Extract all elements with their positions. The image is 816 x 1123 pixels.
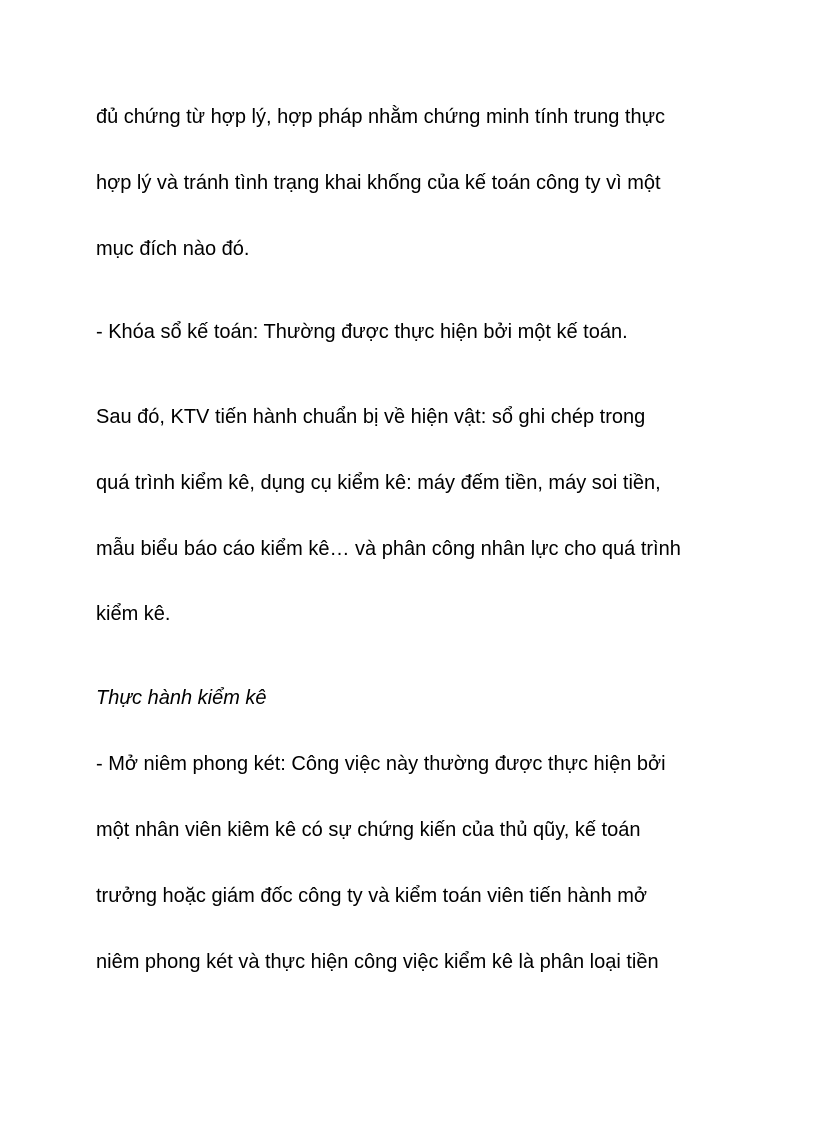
paragraph-line: quá trình kiểm kê, dụng cụ kiểm kê: máy đếm tiền, máy soi tiền, bbox=[96, 472, 661, 494]
section-heading: Thực hành kiểm kê bbox=[96, 687, 267, 709]
paragraph-line: một nhân viên kiêm kê có sự chứng kiến của thủ qũy, kế toán bbox=[96, 819, 641, 841]
paragraph-line: hợp lý và tránh tình trạng khai khống của kế toán công ty vì một bbox=[96, 172, 661, 194]
paragraph-line: - Mở niêm phong két: Công việc này thường được thực hiện bởi bbox=[96, 753, 666, 775]
paragraph-line: Sau đó, KTV tiến hành chuẩn bị về hiện vật: sổ ghi chép trong bbox=[96, 406, 646, 428]
paragraph-line: trưởng hoặc giám đốc công ty và kiểm toán viên tiến hành mở bbox=[96, 885, 648, 907]
paragraph-line: mục đích nào đó. bbox=[96, 238, 250, 260]
paragraph-line: - Khóa sổ kế toán: Thường được thực hiện bởi một kế toán. bbox=[96, 321, 628, 343]
paragraph-line: niêm phong két và thực hiện công việc kiểm kê là phân loại tiền bbox=[96, 951, 659, 973]
paragraph-line: mẫu biểu báo cáo kiểm kê… và phân công nhân lực cho quá trình bbox=[96, 538, 681, 560]
paragraph-line: kiểm kê. bbox=[96, 603, 171, 625]
paragraph-line: đủ chứng từ hợp lý, hợp pháp nhằm chứng minh tính trung thực bbox=[96, 106, 665, 128]
